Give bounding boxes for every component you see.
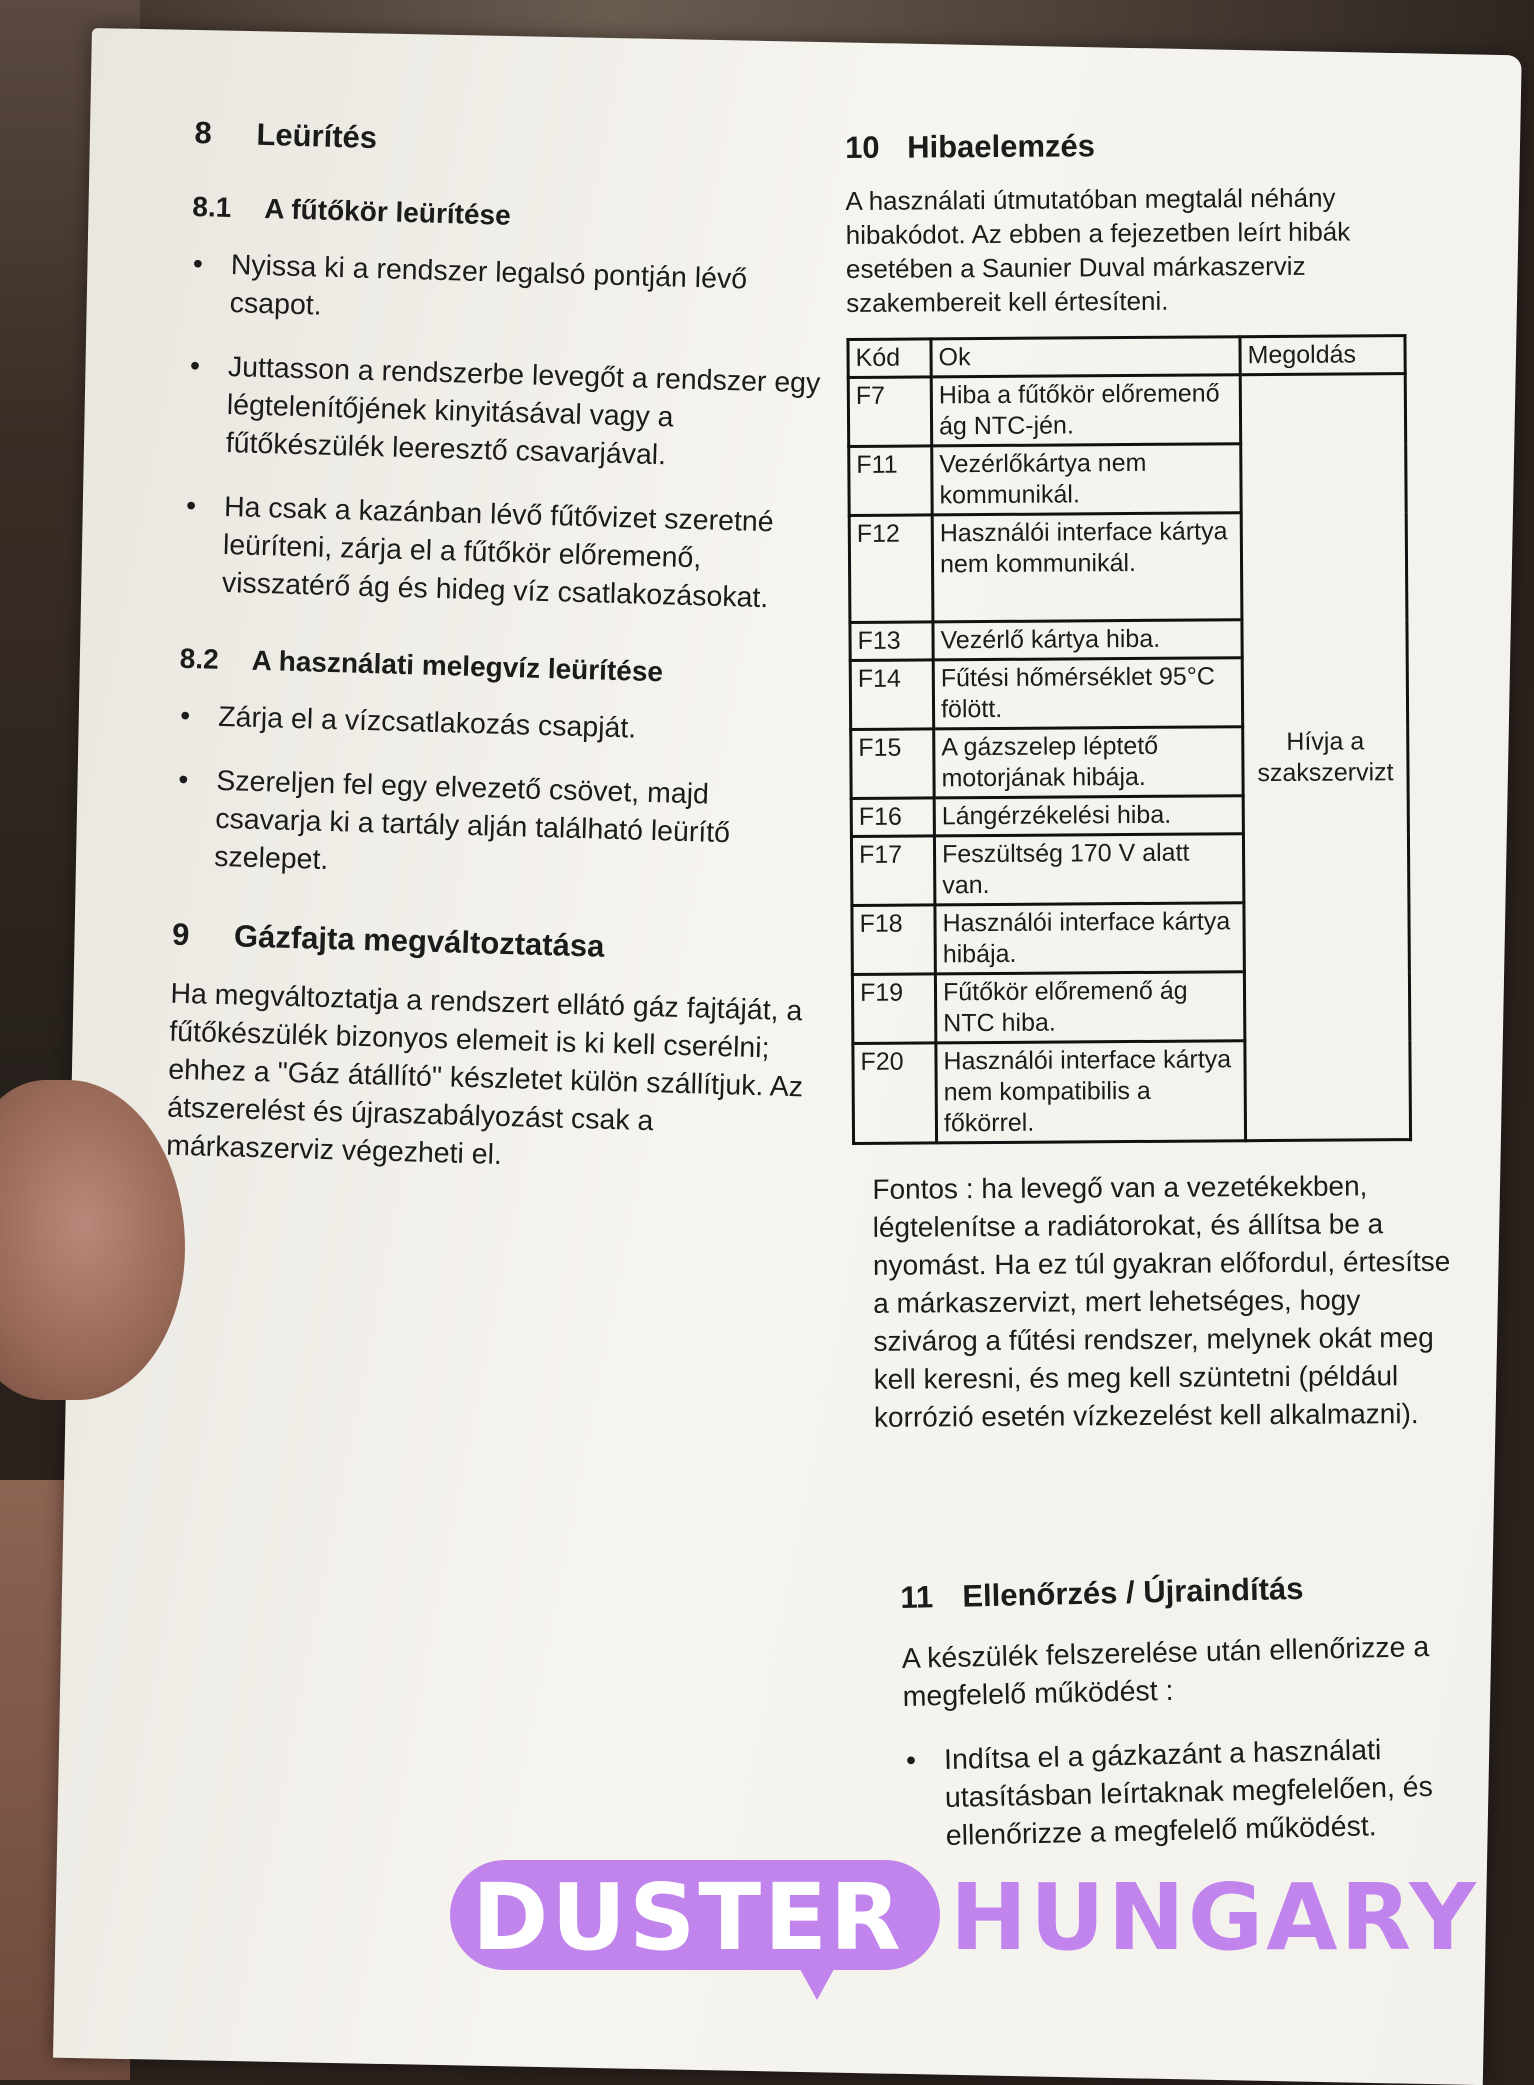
watermark-text-hungary: HUNGARY [950, 1864, 1479, 1971]
cause-cell: Feszültség 170 V alatt van. [934, 834, 1243, 905]
cause-cell: Használói interface kártya nem kompatibilis a főkörrel. [936, 1041, 1246, 1143]
table-header-row [848, 336, 1405, 378]
cause-cell: Fűtési hőmérséklet 95°C fölött. [933, 658, 1242, 729]
code-cell: F12 [849, 515, 933, 623]
code-cell: F19 [852, 974, 935, 1044]
list-item: • Szereljen fel egy elvezető csövet, majd csavarja ki a tartály alján található leürítő szelepet. [174, 761, 817, 893]
section-8-1-list [181, 245, 831, 619]
code-cell: F13 [850, 622, 933, 661]
list-item: • Nyissa ki a rendszer legalsó pontján lévő csapot. [189, 245, 831, 339]
right-column-lower [900, 1566, 1507, 1882]
section-8-2-heading: 8.2 A használati melegvíz leürítése [179, 642, 664, 688]
code-cell: F14 [850, 660, 933, 730]
section-11-intro: A készülék felszerelése után ellenőrizze a megfelelő működést : [901, 1631, 1430, 1713]
code-cell: F18 [852, 905, 935, 975]
cause-cell: Fűtőkör előremenő ág NTC hiba. [935, 972, 1244, 1043]
cause-cell: Használói interface kártya hibája. [935, 903, 1244, 974]
section-9-body: Ha megváltoztatja a rendszert ellátó gáz fajtáját, a fűtőkészülék bizonyos elemeit is ki kell cserélni; ehhez a "Gáz átállító" készletet külön szállítjuk. Az átszerelést és újraszabályozást csak a márkaszerviz végezheti el. [165, 977, 804, 1171]
section-11-heading: 11 Ellenőrzés / Újraindítás [900, 1570, 1304, 1615]
header-cause: Ok [931, 337, 1240, 377]
cause-cell: Hiba a fűtőkör előremenő ág NTC-jén. [931, 375, 1240, 446]
fix-cell: Hívja a szakszervizt [1240, 374, 1410, 1141]
cause-cell: Vezérlő kártya hiba. [933, 620, 1242, 660]
watermark-logo [450, 1860, 1530, 1980]
watermark-text-duster: DUSTER [472, 1864, 904, 1971]
code-cell: F15 [851, 729, 934, 799]
code-cell: F20 [853, 1043, 937, 1144]
cause-cell: Használói interface kártya nem kommunikál. [932, 513, 1242, 622]
section-8-1-heading: 8.1 A fűtőkör leürítése [192, 190, 512, 231]
cause-cell: A gázszelep léptető motorjának hibája. [934, 727, 1243, 798]
cause-cell: Vezérlőkártya nem kommunikál. [932, 444, 1241, 515]
section-10-intro: A használati útmutatóban megtalál néhány hibakódot. Az ebben a fejezetben leírt hibák esetében a Saunier Duval márkaszerviz szakembereit kell értesíteni. [845, 182, 1351, 318]
left-column [166, 115, 835, 1182]
list-item: • Zárja el a vízcsatlakozás csapját. [178, 697, 819, 753]
list-item: • Ha csak a kazánban lévő fűtővizet szeretné leüríteni, zárja el a fűtőkör előremenő, visszatérő ág és hideg víz csatlakozásokat. [181, 487, 824, 619]
cause-cell: Lángérzékelési hiba. [934, 796, 1243, 836]
code-cell: F11 [849, 446, 932, 516]
code-cell: F16 [851, 798, 934, 837]
error-code-table [846, 334, 1412, 1145]
list-item: • Indítsa el a gázkazánt a használati utasításban leírtaknak megfelelően, és ellenőrizze a megfelelő működést. [904, 1728, 1506, 1856]
section-8-2-list [174, 697, 819, 893]
code-cell: F17 [851, 836, 934, 906]
section-9-heading: 9 Gázfajta megváltoztatása [171, 916, 605, 964]
section-8-heading: 8 Leürítés [194, 115, 378, 156]
header-fix: Megoldás [1240, 336, 1405, 375]
important-note: Fontos : ha levegő van a vezetékekben, légtelenítse a radiátorokat, és állítsa be a nyomást. Ha ez túl gyakran előfordul, értesítse a márkaszervizt, mert lehetséges, hogy szivárog a fűtési rendszer, melynek okát meg kell keresni, és meg kell szüntetni (például korrózió esetén vízkezelést kell alkalmazni). [872, 1170, 1451, 1433]
header-code: Kód [848, 339, 931, 378]
table-row [848, 374, 1405, 447]
section-10-heading: 10 Hibaelemzés [845, 128, 1096, 165]
section-11-list [904, 1728, 1506, 1856]
code-cell: F7 [848, 377, 931, 447]
right-column [845, 126, 1464, 1437]
list-item: • Juttasson a rendszerbe levegőt a rendszer egy légtelenítőjének kinyitásával vagy a fűtőkészülék leeresztő csavarjával. [185, 347, 828, 479]
